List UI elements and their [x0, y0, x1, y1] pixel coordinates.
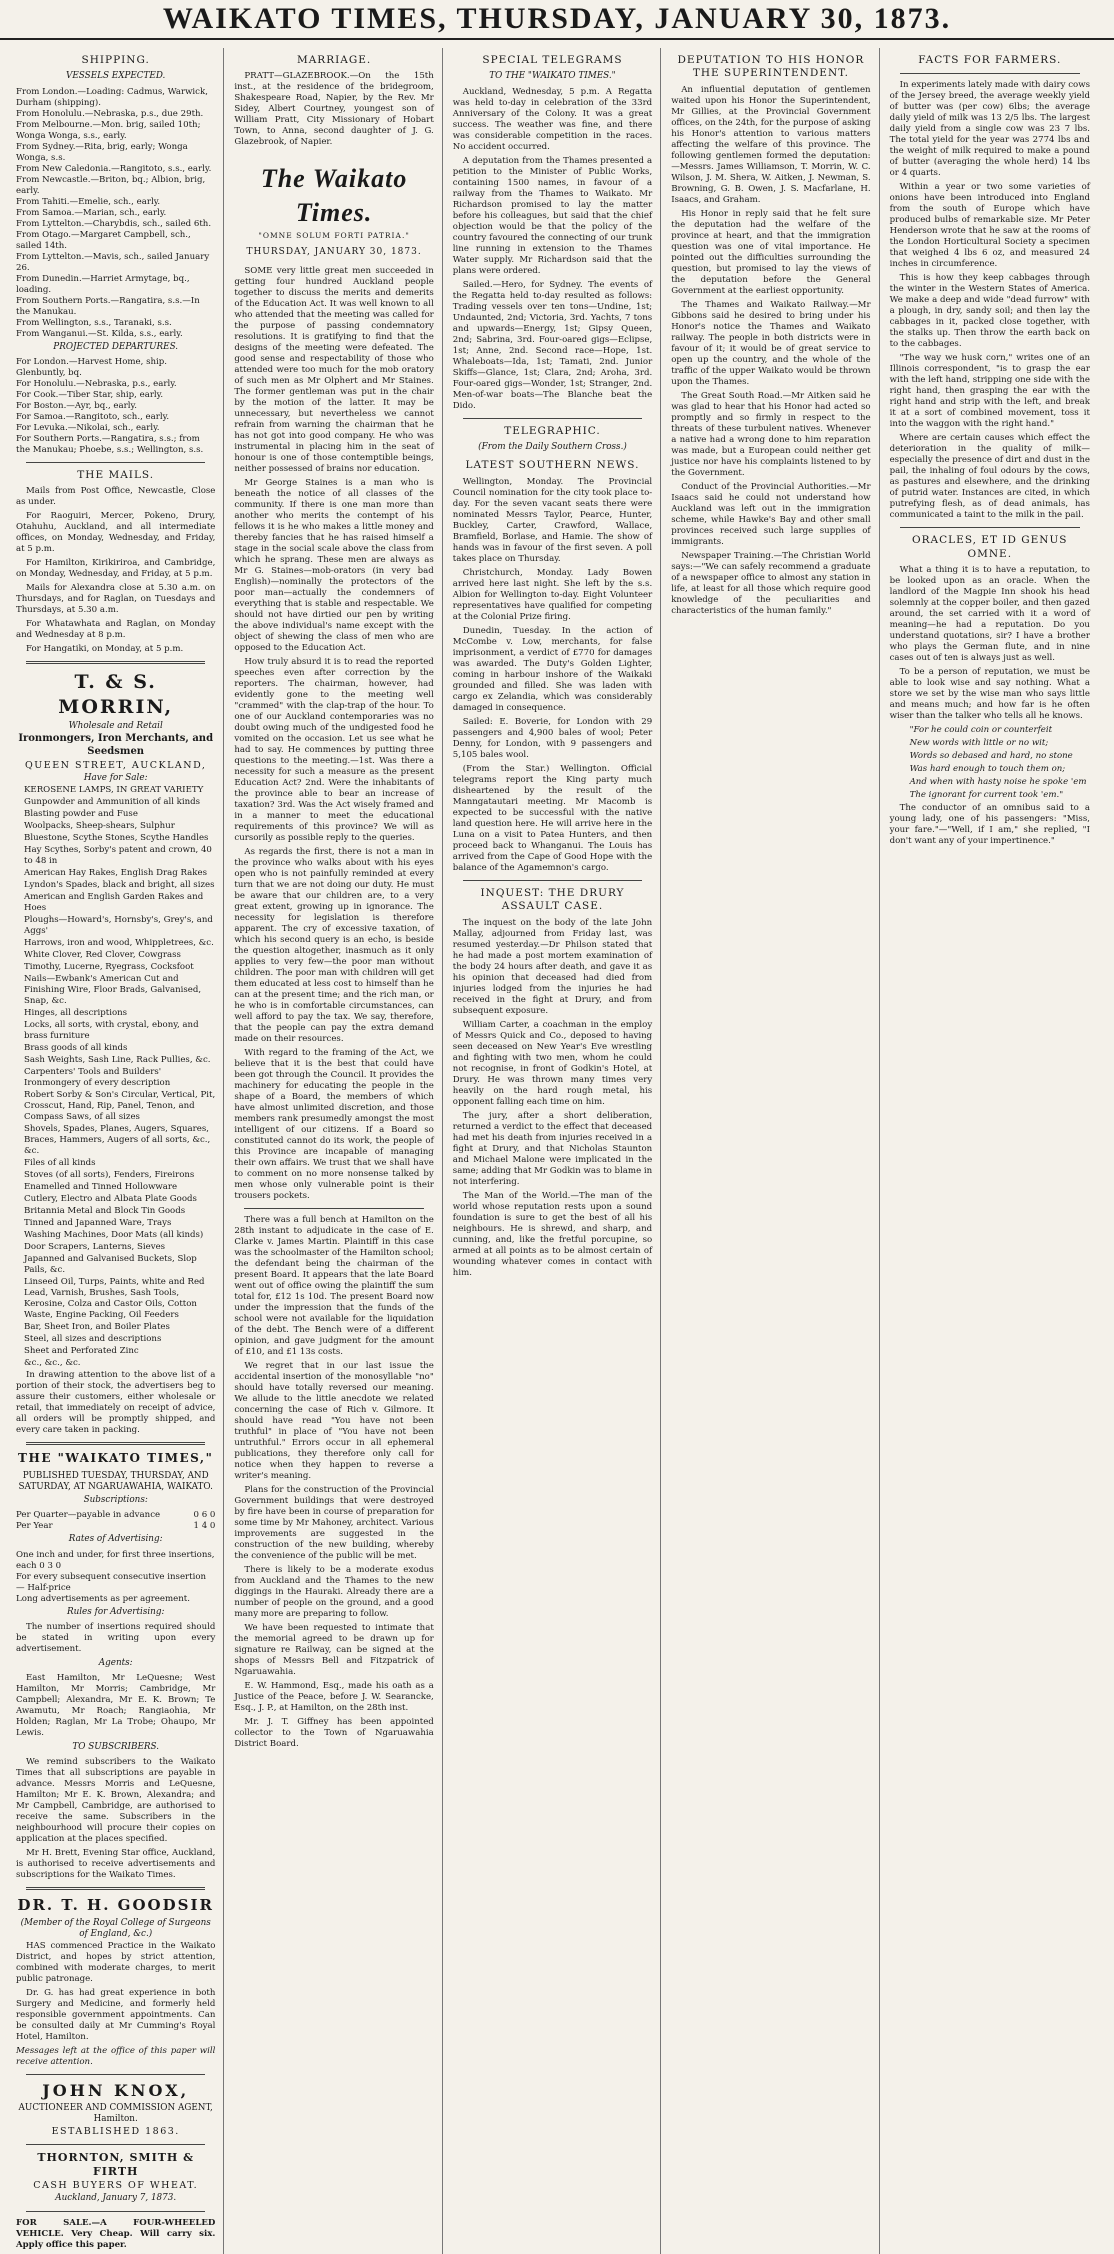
editorial [234, 266, 433, 1202]
goods-item: Cutlery, Electro and Albata Plate Goods [24, 1194, 197, 1205]
southern-news [453, 477, 652, 874]
agents-heading: Agents: [98, 1657, 133, 1668]
facts-heading: FACTS FOR FARMERS. [918, 54, 1062, 66]
news-item: Christchurch, Monday. Lady Bowen arrived here last night. She left by the s.s. Albion for Wellington to-day. Eight Volunteer representatives have qualified for competing at the Colonial Prize firing. [452, 567, 653, 622]
goods-item: Locks, all sorts, with crystal, ebony, and brass furniture [24, 1020, 199, 1042]
subscription-value: 0 6 0 [193, 1510, 216, 1521]
news-item: (From the Star.) Wellington. Official telegrams report the King party much disheartened by the result of the Manngatautari meeting. Mr Macomb is expected to be successful with the native land question here. He will arrive here in the Luna on a visit to Patea Hunters, and then proceed back to Whanganui. The Louis has arrived from the Cape of Good Hope with the balance of the Agamemnon's cargo. [452, 763, 653, 873]
messages-note: Messages left at the office of this paper will receive attention. [16, 2046, 216, 2068]
oracles-end: The conductor of an omnibus said to a young lady, one of his passengers: "Miss, your fare."—"Well, if I am," she replied, "I don't want any of your impertinence." [889, 803, 1090, 847]
doctor-ad-sub: (Member of the Royal College of Surgeons of England, &c.) [20, 1917, 211, 1939]
local-note: We have been requested to intimate that the memorial agreed to be drawn up for signature re Railway, can be signed at the shops of Messrs Bell and Fitzpatrick of Ngaruawahia. [234, 1623, 434, 1678]
departure-item: For Samoa.—Rangitoto, sch., early. [16, 411, 170, 422]
goods-item: White Clover, Red Clover, Cowgrass [24, 950, 181, 961]
oracles-paragraph: To be a person of reputation, we must be able to look wise and say nothing. What a store we set by the wise man who says little and means much; and how far is he often wiser than the talker who tells all he knows. [889, 667, 1090, 722]
news-item: Dunedin, Tuesday. In the action of McCombe v. Low, merchants, for false imprisonment, a verdict of £770 for damages was awarded. The Duty's Golden Lighter, coming in harbour inshore of the Waikaki grounded and filled. She was laden with cargo ex Zelandia, which was considerably damaged in consequence. [452, 625, 653, 713]
newspaper-motto: "OMNE SOLUM FORTI PATRIA." [258, 230, 410, 240]
divider [463, 880, 642, 881]
goods-item: Timothy, Lucerne, Ryegrass, Cocksfoot [24, 962, 194, 973]
column-2 [234, 48, 442, 2254]
mails-heading: THE MAILS. [77, 468, 155, 481]
facts-paragraph: In experiments lately made with dairy cows of the Jersey breed, the average weekly yield of butter was (per cow) 6lbs; the average daily yield of milk was 13 2/5 lbs. The largest daily yield from a single cow was 23 7 lbs. The total yield for the year was 2774 lbs and the weight of milk required to make a pound of butter (averaging the whole herd) 14 lbs or 4 quarts. [889, 80, 1090, 179]
goods-item: Woolpacks, Sheep-shears, Sulphur [24, 821, 175, 832]
subscription-row [16, 1521, 215, 1532]
expected-item: From Samoa.—Marian, sch., early. [16, 207, 167, 218]
columns [16, 48, 1098, 2250]
morrin-ad-name: T. & S. MORRIN, [58, 671, 174, 718]
local-notes [234, 1215, 433, 1750]
paper-heading: THE "WAIKATO TIMES," [18, 1451, 214, 1466]
morrin-ad-trade: Ironmongers, Iron Merchants, and Seedsmen [18, 733, 214, 758]
deputation-heading: DEPUTATION TO HIS HONOR THE SUPERINTENDENT. [677, 54, 865, 80]
subscription-value: 1 4 0 [193, 1521, 216, 1532]
inquest-text [453, 918, 652, 1279]
doctor-ad-text-2: Dr. G. has had great experience in both Surgery and Medicine, and formerly held responsible government appointments. Can be consulted daily at Mr Cumming's Royal Hotel, Hamilton. [16, 1988, 216, 2043]
deputation-paragraph: The Thames and Waikato Railway.—Mr Gibbons said he desired to bring under his Honor's notice the Thames and Waikato railway. The people in both districts were in favour of it; it would be of great service to open up the country, and the whole of the traffic of the upper Waikato would be thrown upon the Thames. [671, 299, 871, 387]
telegraphic-heading: TELEGRAPHIC. [504, 424, 601, 437]
departures-list [16, 357, 215, 456]
divider [463, 418, 642, 419]
expected-item: From Southern Ports.—Rangatira, s.s.—In the Manukau. [16, 295, 200, 317]
mail-item: Mails for Alexandra close at 5.30 a.m. on Thursdays, and for Raglan, on Tuesdays and Thursdays, at 5.30 a.m. [16, 583, 216, 616]
goods-item: KEROSENE LAMPS, IN GREAT VARIETY [24, 785, 204, 796]
verse-line: Words so debased and hard, no stone [909, 751, 1073, 762]
column-5 [890, 48, 1098, 2254]
news-item: Sailed: E. Boverie, for London with 29 passengers and 4,900 bales of wool; Peter Denny, for London, with 9 passengers and 5,105 bales wool. [452, 716, 653, 760]
departure-item: For Levuka.—Nikolai, sch., early. [16, 422, 160, 433]
rate-item: Long advertisements as per agreement. [16, 1593, 190, 1604]
telegram-item: A deputation from the Thames presented a petition to the Minister of Public Works, containing 1500 names, in favour of a railway from the Thames to Waikato. Mr Richardson promised to lay the matter before his colleagues, but said that the chief objection would be that the policy of the country favoured the connecting of our trunk line running in extension to the Thames Water supply. Mr Richardson said that the plans were ordered. [452, 155, 653, 276]
subscriptions-heading: Subscriptions: [83, 1495, 148, 1506]
subscription-label: Per Year [16, 1521, 53, 1532]
divider [26, 2144, 205, 2145]
inquest-paragraph: William Carter, a coachman in the employ of Messrs Quick and Co., deposed to having seen deceased on New Year's Eve wrestling and fighting with two men, whom he could not recognise, in front of Godkin's Hotel, at Drury. He was thrown many times very heavily on the hard rough metal, his opponent falling each time on him. [452, 1019, 653, 1107]
facts-paragraph: This is how they keep cabbages through the winter in the Western States of America. We make a deep and wide "dead furrow" with a plough, in dry, sandy soil; and then lay the cabbages in it, packed close together, with the stalks up. Then throw the earth back on to the cabbages. [889, 273, 1090, 350]
expected-item: From Newcastle.—Briton, bq.; Albion, brig, early. [16, 174, 206, 196]
inquest-paragraph: The jury, after a short deliberation, returned a verdict to the effect that deceased had met his death from injuries received in a fight at Drury, and that Nicholas Staunton and Michael Malone were implicated in the same; adding that Mr Godkin was to blame in not interfering. [452, 1110, 653, 1187]
newspaper-dateline: THURSDAY, JANUARY 30, 1873. [246, 246, 422, 257]
divider [26, 1442, 205, 1445]
southern-news-heading: LATEST SOUTHERN NEWS. [465, 459, 640, 472]
firth-ad-name: THORNTON, SMITH & FIRTH [37, 2151, 195, 2179]
telegram-items [453, 87, 652, 412]
expected-item: From Wellington, s.s., Taranaki, s.s. [16, 317, 172, 328]
oracles-verses [890, 725, 1090, 801]
firth-ad-sub: CASH BUYERS OF WHEAT. [33, 2180, 199, 2192]
subscription-label: Per Quarter—payable in advance [16, 1510, 161, 1521]
expected-item: From New Caledonia.—Rangitoto, s.s., early. [16, 163, 212, 174]
divider [26, 462, 205, 463]
facts-paragraph: Within a year or two some varieties of onions have been introduced into England from the south of Europe which have produced bulbs of remarkable size. Mr Peter Henderson wrote that he saw at the rooms of the London Horticultural Society a specimen that weighed 4 lbs 6 oz, and measured 24 inches in circumference. [889, 182, 1090, 270]
expected-item: From Lyttelton.—Charybdis, sch., sailed 6th. [16, 218, 212, 229]
knox-ad-sub: AUCTIONEER AND COMMISSION AGENT, Hamilton. [18, 2102, 213, 2124]
goods-item: Files of all kinds [24, 1158, 96, 1169]
divider [900, 527, 1080, 528]
editorial-paragraph: How truly absurd it is to read the reported speeches even after correction by the reporters. The chairman, however, had evidently gone to the meeting well "crammed" with the clap-trap of the hour. To one of our Auckland contemporaries was no doubt owing much of the undigested food he vomited on the occasion. Let us see what he had to say. He commences by putting three questions to the meeting.—1st. Was there a necessity for such a measure as the present Education Act? 2nd. Were the inhabitants of the province able to bear an increase of taxation? 3rd. Was the Act wisely framed and in a manner to meet the educational requirements of this province? We will as cursorily as possible reply to the queries. [234, 657, 434, 844]
goods-item: Gunpowder and Ammunition of all kinds [24, 797, 201, 808]
departure-item: For Boston.—Ayr, bq., early. [16, 400, 137, 411]
rate-item: One inch and under, for first three insertions, each 0 3 0 [16, 1549, 215, 1571]
morrin-ad-sub: Wholesale and Retail [68, 721, 163, 731]
column-4 [671, 48, 879, 2254]
goods-item: Tinned and Japanned Ware, Trays [24, 1218, 172, 1229]
deputation-paragraph: Newspaper Training.—The Christian World says:—"We can safely recommend a graduate of a newspaper office to almost any station in life, at least for all those which require good knowledge of the peculiarities and characteristics of the human family." [671, 550, 871, 616]
expected-list [16, 87, 215, 340]
mail-item: For Hangatiki, on Monday, at 5 p.m. [26, 644, 184, 655]
to-subscribers-heading: TO SUBSCRIBERS. [72, 1742, 160, 1753]
facts-text [890, 80, 1090, 521]
goods-item: Blasting powder and Fuse [24, 809, 138, 820]
deputation-paragraph: The Great South Road.—Mr Aitken said he was glad to hear that his Honor had acted so promptly and so firmly in respect to the threats of these turbulent natives. Whenever a native had a wrong done to him reparation was made, but a European could neither get justice nor have his complaints listened to by the Government. [671, 390, 871, 478]
telegraphic-source: (From the Daily Southern Cross.) [478, 442, 627, 453]
newspaper-nameplate: The Waikato Times. [260, 164, 408, 227]
goods-item: American Hay Rakes, English Drag Rakes [24, 868, 207, 879]
oracles-text [890, 565, 1090, 722]
oracles-heading: ORACLES, ET ID GENUS OMNE. [912, 534, 1068, 560]
subscription-row [16, 1510, 215, 1521]
mail-item: Mails from Post Office, Newcastle, Close as under. [16, 486, 216, 508]
goods-list [16, 785, 215, 1369]
goods-item: Japanned and Galvanised Buckets, Slop Pails, &c. [24, 1254, 197, 1276]
departure-item: For London.—Harvest Home, ship. Glenbuntly, bq. [16, 356, 168, 378]
expected-heading: VESSELS EXPECTED. [66, 71, 166, 82]
goods-item: Enamelled and Tinned Hollowware [24, 1182, 178, 1193]
knox-ad-established: ESTABLISHED 1863. [51, 2126, 180, 2138]
telegrams-subheading: TO THE "WAIKATO TIMES." [489, 71, 616, 82]
rates-heading: Rates of Advertising: [68, 1534, 163, 1545]
editorial-paragraph: As regards the first, there is not a man in the province who walks about with his eyes open who is not painfully reminded at every turn that we are not doing our duty. He must be aware that our children are, to a very great extent, growing up in ignorance. The necessity for legislation is therefore apparent. The cry of excessive taxation, of which his second query is an echo, is beside the question altogether, inasmuch as it only applies to very few—the poor man without children. The poor man with children will get them educated at less cost to himself than he can at the present time; and the rich man, or he who is in comfortable circumstances, can well afford to pay the tax. We say, therefore, that the people can pay the extra demand made on their resources. [234, 847, 434, 1045]
local-note: There was a full bench at Hamilton on the 28th instant to adjudicate in the case of E. Clarke v. James Martin. Plaintiff in this case was the schoolmaster of the Hamilton school; the defendant being the chairman of the present Board. It appears that the late Board went out of office owing the plaintiff the sum total for, £12 1s 10d. The present Board now under the impression that the funds of the school were not available for the liquidation of the debt. The Bench were of a different opinion, and gave judgment for the amount of £10, and £1 13s costs. [234, 1215, 434, 1358]
goods-item: Hinges, all descriptions [24, 1008, 128, 1019]
marriage-notice: PRATT—GLAZEBROOK.—On the 15th inst., at the residence of the bridegroom, Shakespeare Road, Napier, by the Rev. Mr Sidey, Albert Courtney, youngest son of William Pratt, City Missionary of Hobart Town, to Anna, second daughter of J. G. Glazebrook, of Napier. [234, 71, 434, 148]
rules-heading: Rules for Advertising: [66, 1606, 165, 1617]
goods-item: Carpenters' Tools and Builders' Ironmongery of every description [24, 1067, 171, 1089]
facts-paragraph: "The way we husk corn," writes one of an Illinois correspondent, "is to grasp the ear with the left hand, stripping one side with the right hand, then grasping the ear with the right hand and strip with the left, and break it at a sort of combined movement, toss it into the waggon with the right hand." [889, 353, 1090, 430]
deputation-paragraph: Conduct of the Provincial Authorities.—Mr Isaacs said he could not understand how Auckland was left out in the immigration scheme, while Hawke's Bay and other small provinces received such large supplies of immigrants. [671, 481, 871, 547]
goods-item: Bluestone, Scythe Stones, Scythe Handles [24, 833, 209, 844]
goods-item: Steel, all sizes and descriptions [24, 1334, 162, 1345]
telegram-item: Auckland, Wednesday, 5 p.m. A Regatta was held to-day in celebration of the 33rd Anniversary of the Colony. It was a great success. The weather was fine, and there was considerable competition in the races. No accident occurred. [452, 86, 653, 152]
departure-item: For Cook.—Tiber Star, ship, early. [16, 389, 164, 400]
local-note: Mr. J. T. Giffney has been appointed collector to the Town of Ngaruawahia District Board. [234, 1717, 434, 1750]
goods-item: &c., &c., &c. [24, 1358, 81, 1369]
shipping-heading: SHIPPING. [81, 54, 150, 66]
verse-line: Was hard enough to touch them on; [909, 764, 1066, 775]
expected-item: From Tahiti.—Emelie, sch., early. [16, 196, 161, 207]
goods-item: Nails—Ewbank's American Cut and Finishing Wire, Floor Brads, Galvanised, Snap, &c. [24, 974, 202, 1007]
verse-line: "For he could coin or counterfeit [909, 725, 1053, 736]
editorial-paragraph: With regard to the framing of the Act, we believe that it is the best that could have been got through the Council. It provides the machinery for educating the people in the shape of a Board, the members of which have almost unlimited discretion, and those members rank presumedly amongst the most intelligent of our citizens. If a Board so constituted cannot do its work, the people of this Province are incapable of managing their own affairs. We trust that we shall have to comment on no more nonsense talked by men whose only vulnerable point is their trousers pockets. [234, 1048, 434, 1202]
divider [244, 1208, 423, 1209]
doctor-ad-name: DR. T. H. GOODSIR [17, 1896, 214, 1915]
verse-line: The ignorant for current took 'em." [909, 790, 1064, 801]
editorial-paragraph: Mr George Staines is a man who is beneath the notice of all classes of the community. If there is one man more than another who merits the contempt of his fellows it is he who makes a little money and thereby fancies that he has raised himself a stage in the social scale above the class from which he sprang. These men are always as Mr G. Staines—mob-orators (in very bad English)—nominally the protectors of the poor man—actually the condemners of everything that is stable and respectable. We should not have dirtied our pen by writing the above individual's name except with the object of shewing the class of men who are opposed to the Education Act. [234, 478, 434, 654]
local-note: We regret that in our last issue the accidental insertion of the monosyllable "no" should have totally reversed our meaning. We allude to the little anecdote we related concerning the case of Rich v. Gilmore. It should have read "You have not been truthful" in place of "You have not been untruthful." Errors occur in all ephemeral publications, they therefore only call for notice when they happen to reverse a writer's meaning. [234, 1361, 434, 1482]
deputation-text [671, 85, 870, 617]
departure-item: For Honolulu.—Nebraska, p.s., early. [16, 378, 177, 389]
goods-item: Bar, Sheet Iron, and Boiler Plates [24, 1322, 170, 1333]
goods-item: Ploughs—Howard's, Hornsby's, Grey's, and Aggs' [24, 915, 213, 937]
facts-paragraph: Where are certain causes which effect the deterioration in the quality of milk—especially the presence of dirt and dust in the pail, the inhaling of foul odours by the cows, as pastures and elsewhere, and the drinking of putrid water. Instances are cited, in which putrefying flesh, as of dead animals, has communicated a taint to the milk in the pail. [889, 433, 1090, 521]
goods-item: Washing Machines, Door Mats (all kinds) [24, 1230, 204, 1241]
telegram-item: Sailed.—Hero, for Sydney. The events of the Regatta held to-day resulted as follows: Trading vessels over ten tons—Undine, 1st; Undaunted, 2nd; Victoria, 3rd. Yachts, 7 tons and upwards—Energy, 1st; Gipsy Queen, 2nd; Sabrina, 3rd. Four-oared gigs—Eclipse, 1st; Anne, 2nd. Second race—Hope, 1st. Whaleboats—Ida, 1st; Tamati, 2nd. Junior Skiffs—Glance, 1st; Clara, 2nd; Aroha, 3rd. Four-oared gigs—Wonder, 1st; Stranger, 2nd. Men-of-war boats—The Blanche beat the Dido. [452, 279, 653, 411]
goods-item: Harrows, iron and wood, Whippletrees, &c. [24, 938, 214, 949]
deputation-paragraph: An influential deputation of gentlemen waited upon his Honor the Superintendent, Mr Gillies, at the Provincial Government offices, on the 24th, for the purpose of asking his Honor's attention to various matters affecting the welfare of this province. The following gentlemen formed the deputation:—Messrs. James Williamson, T. Morrin, W. C. Wilson, J. M. Shera, W. Aitken, J. Newman, S. Browning, G. B. Owen, J. S. Macfarlane, H. Isaacs, and Graham. [671, 84, 871, 205]
divider [26, 2074, 205, 2075]
marriage-heading: MARRIAGE. [296, 54, 372, 66]
inquest-heading: INQUEST: THE DRURY ASSAULT CASE. [480, 886, 625, 913]
goods-item: Sash Weights, Sash Line, Rack Pullies, &c. [24, 1055, 211, 1066]
expected-item: From Melbourne.—Mon. brig, sailed 10th; Wonga Wonga, s.s., early. [16, 119, 201, 141]
column-3 [453, 48, 661, 2254]
mail-item: For Raoguiri, Mercer, Pokeno, Drury, Otahuhu, Auckland, and all intermediate offices, on Monday, Wednesday, and Friday, at 5 p.m. [16, 511, 216, 555]
morrin-ad-address: QUEEN STREET, AUCKLAND, [25, 759, 207, 771]
goods-item: Linseed Oil, Turps, Paints, white and Red Lead, Varnish, Brushes, Sash Tools, Kerosine, Colza and Castor Oils, Cotton Waste, Engine Packing, Oil Feeders [24, 1277, 205, 1321]
goods-item: Sheet and Perforated Zinc [24, 1346, 139, 1357]
verse-line: New words with little or no wit; [909, 738, 1049, 749]
subscriptions-table [16, 1510, 215, 1532]
divider [900, 73, 1080, 74]
goods-item: Britannia Metal and Block Tin Goods [24, 1206, 186, 1217]
divider [26, 2211, 205, 2212]
expected-item: From Lyttelton.—Mavis, sch., sailed January 26. [16, 251, 210, 273]
local-note: There is likely to be a moderate exodus from Auckland and the Thames to the new diggings in the Hauraki. Already there are a number of people on the ground, and a good many more are preparing to follow. [234, 1565, 434, 1620]
expected-item: From Honolulu.—Nebraska, p.s., due 29th. [16, 108, 204, 119]
to-subscribers-text: We remind subscribers to the Waikato Times that all subscriptions are payable in advance. Messrs Morris and LeQuesne, Hamilton; Mr E. K. Brown, Alexandra; and Mr Campbell, Cambridge, are authorised to receive the same. Subscribers in the neighbourhood will procure their copies on application at the places specified. [16, 1757, 216, 1845]
mail-item: For Hamilton, Kirikiriroa, and Cambridge, on Monday, Wednesday, and Friday, at 5 p.m. [16, 558, 216, 580]
expected-item: From Sydney.—Rita, brig, early; Wonga Wonga, s.s. [16, 141, 188, 163]
inquest-paragraph: The inquest on the body of the late John Mallay, adjourned from Friday last, was resumed yesterday.—Dr Philson stated that he had made a post mortem examination of the body 24 hours after death, and gave it as his opinion that deceased had died from injuries lodged from the injuries he had received in the fight at Drury, and from subsequent exposure. [452, 917, 653, 1016]
inquest-paragraph: The Man of the World.—The man of the world whose reputation rests upon a sound foundation is sure to get the best of all his neighbours. He is shrewd, and sharp, and cunning, and, like the fretful porcupine, so armed at all points as to be almost certain of wounding whatever comes in contact with him. [452, 1190, 653, 1278]
masthead [0, 0, 1114, 40]
departures-heading: PROJECTED DEPARTURES. [53, 341, 179, 352]
morrin-ad-have: Have for Sale: [83, 773, 148, 783]
departure-item: For Southern Ports.—Rangatira, s.s.; from the Manukau; Phoebe, s.s.; Wellington, s.s. [16, 433, 204, 455]
morrin-ad-note: In drawing attention to the above list of a portion of their stock, the advertisers beg to assure their customers, either wholesale or retail, that immediately on receipt of advice, all orders will be promptly shipped, and every care taken in packing. [16, 1370, 216, 1436]
expected-item: From Otago.—Margaret Campbell, sch., sailed 14th. [16, 229, 191, 251]
rules-text: The number of insertions required should be stated in writing upon every advertisement. [16, 1621, 216, 1654]
mail-item: For Whatawhata and Raglan, on Monday and Wednesday at 8 p.m. [16, 619, 216, 641]
deputation-paragraph: His Honor in reply said that he felt sure the deputation had the welfare of the province at heart, and that the immigration question was one of vital importance. He pointed out the difficulties surrounding the question, but promised to lay the views of the deputation before the General Government at the earliest opportunity. [671, 208, 871, 296]
local-note: E. W. Hammond, Esq., made his oath as a Justice of the Peace, before J. W. Searancke, Esq., J. P., at Hamilton, on the 28th inst. [234, 1681, 434, 1714]
goods-item: Brass goods of all kinds [24, 1043, 128, 1054]
doctor-ad-text: HAS commenced Practice in the Waikato District, and hopes by strict attention, combined with moderate charges, to merit public patronage. [16, 1941, 216, 1985]
sale-ad: FOR SALE.—A FOUR-WHEELED VEHICLE. Very Cheap. Will carry six. Apply office this paper. [16, 2217, 216, 2250]
telegrams-heading: SPECIAL TELEGRAMS [482, 54, 623, 66]
verse-line: And when with hasty noise he spoke 'em [909, 777, 1087, 788]
column-1 [16, 48, 224, 2254]
expected-item: From London.—Loading: Cadmus, Warwick, Durham (shipping). [16, 86, 208, 108]
divider [26, 661, 205, 664]
news-item: Wellington, Monday. The Provincial Council nomination for the city took place to-day. For the seven vacant seats there were nominated Messrs Taylor, Pearce, Hunter, Buckley, Carter, Crawford, Wallace, Bramfield, Borlase, and Hamie. The show of hands was in favour of the first seven. A poll takes place on Thursday. [452, 476, 653, 564]
goods-item: Lyndon's Spades, black and bright, all sizes [24, 880, 215, 891]
expected-item: From Wanganui.—St. Kilda, s.s., early. [16, 328, 183, 339]
oracles-paragraph: What a thing it is to have a reputation, to be looked upon as an oracle. When the landlord of the Magpie Inn shook his head solemnly at the copper boiler, and then gazed around, the set carried with it a word of meaning—he had a reputation. Do you understand quotations, sir? I have a brother who plays the German flute, and in nine cases out of ten is always just as well. [889, 565, 1090, 664]
to-subscribers-text-2: Mr H. Brett, Evening Star office, Auckland, is authorised to receive advertisements and subscriptions for the Waikato Times. [16, 1848, 216, 1881]
divider [26, 1887, 205, 1890]
mails-list [16, 486, 215, 655]
local-note: Plans for the construction of the Provincial Government buildings that were destroyed by fire have been in course of preparation for some time by Mr Mahoney, architect. Various improvements are suggested in the construction of the new building, whereby the convenience of the public will be met. [234, 1485, 434, 1562]
expected-item: From Dunedin.—Harriet Armytage, bq., loading. [16, 273, 190, 295]
editorial-paragraph: SOME very little great men succeeded in getting four hundred Auckland people together to discuss the merits and demerits of the Education Act. It was well known to all who attended that the meeting was called for the purpose of passing condemnatory resolutions. It is gratifying to find that the designs of the meeting were defeated. The good sense and respectability of those who attended were too much for the mob oratory of such men as Mr Olphert and Mr Staines. The former gentleman was put in the chair by the motion of the latter. It may be unnecessary, but nevertheless we cannot refrain from warning the chairman that he has not got into good company. He who was instrumental in placing him in the seat of honour is one of those contemptible beings, neither possessed of brains nor education. [234, 266, 434, 475]
paper-published: PUBLISHED TUESDAY, THURSDAY, AND SATURDAY, AT NGARUAWAHIA, WAIKATO. [18, 1470, 213, 1492]
firth-ad-date: Auckland, January 7, 1873. [55, 2193, 177, 2204]
agents-text: East Hamilton, Mr LeQuesne; West Hamilton, Mr Morris; Cambridge, Mr Campbell; Alexandra, Mr E. K. Brown; Te Awamutu, Mr Roach; Rangiaohia, Mr Holden; Raglan, Mr La Trobe; Ohaupo, Mr Lewis. [16, 1673, 216, 1739]
goods-item: Shovels, Spades, Planes, Augers, Squares, Braces, Hammers, Augers of all sorts, &c., &c. [24, 1124, 211, 1157]
goods-item: Hay Scythes, Sorby's patent and crown, 40 to 48 in [24, 845, 212, 867]
rates-list [16, 1550, 215, 1605]
goods-item: Door Scrapers, Lanterns, Sieves [24, 1242, 166, 1253]
goods-item: Stoves (of all sorts), Fenders, Fireirons [24, 1170, 195, 1181]
knox-ad-name: JOHN KNOX, [42, 2081, 190, 2101]
goods-item: American and English Garden Rakes and Hoes [24, 892, 204, 914]
masthead-title: WAIKATO TIMES, THURSDAY, JANUARY 30, 1873. [162, 2, 952, 35]
rate-item: For every subsequent consecutive insertion — Half-price [16, 1571, 207, 1593]
goods-item: Robert Sorby & Son's Circular, Vertical, Pit, Crosscut, Hand, Rip, Panel, Tenon, and Compass Saws, of all sizes [24, 1090, 216, 1123]
